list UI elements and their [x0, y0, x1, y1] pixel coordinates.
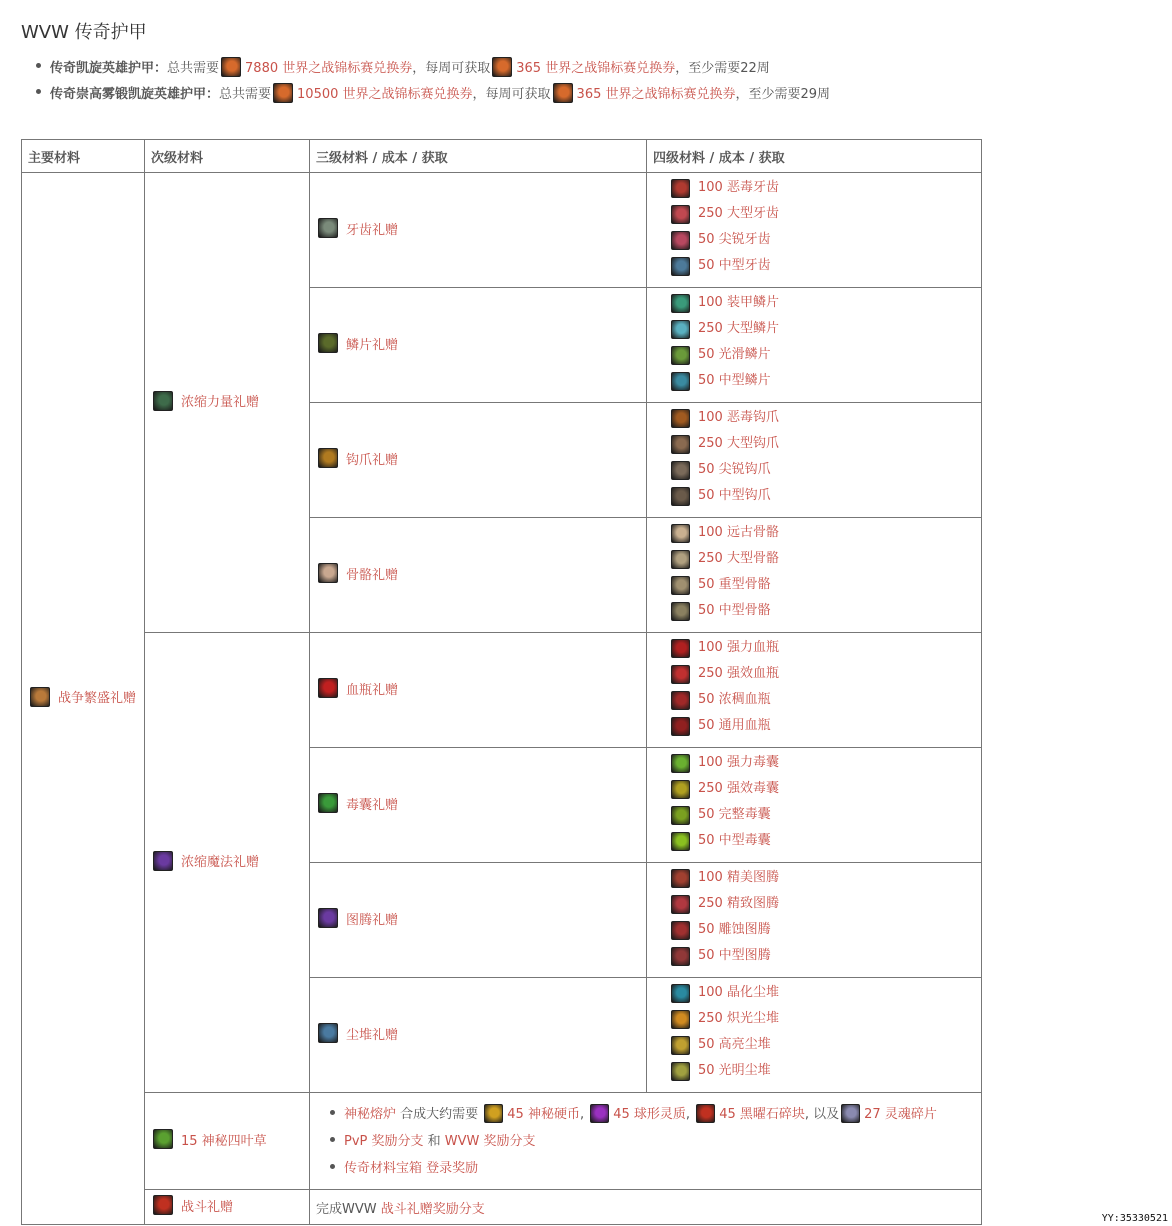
quaternary-material-link[interactable]: 50 中型鳞片	[698, 373, 771, 388]
material-icon	[671, 869, 690, 888]
header-quaternary: 四级材料 / 成本 / 获取	[647, 140, 982, 173]
tertiary-material-link[interactable]: 骨骼礼赠	[346, 567, 399, 583]
sep: ,	[804, 1106, 814, 1122]
source-item	[330, 1128, 975, 1155]
quaternary-cell	[647, 748, 982, 863]
list-item	[667, 316, 975, 342]
page-title: WVW 传奇护甲	[21, 22, 147, 43]
clover-icon	[153, 1129, 173, 1149]
tertiary-material	[316, 908, 398, 928]
obsidian-link[interactable]: 45 黑曜石碎块	[719, 1106, 805, 1122]
secondary-material	[151, 391, 259, 411]
quaternary-list	[653, 748, 975, 854]
material-icon	[671, 257, 690, 276]
scale-gift-icon	[318, 333, 338, 353]
battle-track-link[interactable]: 战斗礼赠奖励分支	[380, 1201, 485, 1217]
tertiary-cell	[310, 173, 647, 288]
summary-text: ，每周可获取	[412, 61, 491, 76]
source-item	[330, 1101, 975, 1128]
clover-link[interactable]: 15 神秘四叶草	[181, 1133, 267, 1149]
quaternary-material-link[interactable]: 100 强力毒囊	[698, 755, 779, 770]
material-icon	[671, 1062, 690, 1081]
quaternary-material-link[interactable]: 250 大型骨骼	[698, 551, 779, 566]
quaternary-material-link[interactable]: 50 中型骨骼	[698, 603, 771, 618]
ticket-icon	[492, 57, 512, 77]
tertiary-material	[316, 333, 398, 353]
venom-gift-icon	[318, 793, 338, 813]
tertiary-material-link[interactable]: 钩爪礼赠	[346, 452, 399, 468]
battle-gift-icon	[153, 1195, 173, 1215]
secondary-material	[151, 1195, 233, 1215]
quaternary-material-link[interactable]: 50 光滑鳞片	[698, 347, 771, 362]
summary-list	[36, 56, 830, 108]
tertiary-material-link[interactable]: 毒囊礼赠	[346, 797, 399, 813]
material-icon	[671, 320, 690, 339]
list-item	[667, 227, 975, 253]
ticket-icon	[553, 83, 573, 103]
ticket-icon	[273, 83, 293, 103]
source-cell	[310, 1190, 982, 1225]
tertiary-material	[316, 1023, 398, 1043]
quaternary-list	[653, 288, 975, 394]
summary-text: 总共需要	[219, 87, 272, 102]
material-icon	[671, 1010, 690, 1029]
list-item	[667, 802, 975, 828]
source-text: 和	[423, 1133, 445, 1149]
material-icon	[671, 947, 690, 966]
quaternary-material-link[interactable]: 100 恶毒牙齿	[698, 180, 779, 195]
material-icon	[671, 602, 690, 621]
table-header-row	[22, 140, 982, 173]
material-icon	[671, 717, 690, 736]
tertiary-material-link[interactable]: 尘堆礼赠	[346, 1027, 399, 1043]
list-item	[667, 457, 975, 483]
weekly-tickets-link[interactable]: 365 世界之战锦标赛兑换券	[576, 87, 736, 102]
primary-cell	[22, 173, 145, 1225]
sep: ,	[579, 1106, 589, 1122]
tertiary-material	[316, 448, 398, 468]
quaternary-material-link[interactable]: 250 大型鳞片	[698, 321, 779, 336]
quaternary-material-link[interactable]: 50 高亮尘堆	[698, 1037, 771, 1052]
list-item	[667, 980, 975, 1006]
primary-material-link[interactable]: 战争繁盛礼赠	[58, 691, 137, 706]
quaternary-list	[653, 173, 975, 279]
ectoplasm-icon	[590, 1104, 609, 1123]
list-item	[667, 1058, 975, 1084]
primary-material	[28, 687, 136, 707]
list-item	[667, 520, 975, 546]
header-primary: 主要材料	[22, 140, 145, 173]
material-icon	[671, 179, 690, 198]
material-icon	[671, 639, 690, 658]
quaternary-material-link[interactable]: 250 大型牙齿	[698, 206, 779, 221]
table-row	[22, 1093, 982, 1190]
gift-icon	[30, 687, 50, 707]
obsidian-icon	[696, 1104, 715, 1123]
tertiary-material	[316, 793, 398, 813]
material-icon	[671, 576, 690, 595]
secondary-material	[151, 1129, 267, 1149]
quaternary-material-link[interactable]: 50 中型图腾	[698, 948, 771, 963]
quaternary-material-link[interactable]: 250 大型钩爪	[698, 436, 779, 451]
total-tickets-link[interactable]: 10500 世界之战锦标赛兑换券	[297, 87, 473, 102]
quaternary-material-link[interactable]: 100 晶化尘堆	[698, 985, 779, 1000]
tertiary-cell	[310, 978, 647, 1093]
summary-item	[36, 56, 830, 82]
quaternary-material-link[interactable]: 50 中型毒囊	[698, 833, 771, 848]
quaternary-list	[653, 978, 975, 1084]
list-item	[667, 290, 975, 316]
material-icon	[671, 461, 690, 480]
shard-icon	[841, 1104, 860, 1123]
material-icon	[671, 754, 690, 773]
spirit-shard-link[interactable]: 27 灵魂碎片	[864, 1106, 937, 1122]
legendary-chest-link[interactable]: 传奇材料宝箱	[344, 1160, 423, 1176]
material-icon	[671, 550, 690, 569]
quaternary-material-link[interactable]: 50 尖锐牙齿	[698, 232, 771, 247]
quaternary-material-link[interactable]: 50 尖锐钩爪	[698, 462, 771, 477]
login-reward-link[interactable]: 登录奖励	[426, 1160, 479, 1176]
table-row	[22, 1190, 982, 1225]
list-item	[667, 635, 975, 661]
summary-text: 总共需要	[167, 61, 220, 76]
summary-item	[36, 82, 830, 108]
quaternary-material-link[interactable]: 50 重型骨骼	[698, 577, 771, 592]
list-item	[667, 253, 975, 279]
material-icon	[671, 294, 690, 313]
material-icon	[671, 346, 690, 365]
quaternary-cell	[647, 978, 982, 1093]
coin-icon	[484, 1104, 503, 1123]
secondary-material	[151, 851, 259, 871]
tertiary-material	[316, 218, 398, 238]
secondary-material-link[interactable]: 浓缩力量礼赠	[181, 395, 260, 410]
tertiary-material-link[interactable]: 图腾礼赠	[346, 912, 399, 928]
quaternary-material-link[interactable]: 50 通用血瓶	[698, 718, 771, 733]
summary-text: ，每周可获取	[472, 87, 551, 102]
list-item	[667, 1006, 975, 1032]
quaternary-cell	[647, 633, 982, 748]
table-row	[22, 173, 982, 288]
material-icon	[671, 409, 690, 428]
list-item	[667, 776, 975, 802]
tertiary-cell	[310, 403, 647, 518]
material-icon	[671, 691, 690, 710]
quaternary-material-link[interactable]: 50 雕蚀图腾	[698, 922, 771, 937]
watermark: YY:35330521	[1101, 1213, 1168, 1224]
list-item	[667, 175, 975, 201]
summary-text: ，至少需要29周	[735, 87, 831, 102]
list-item	[667, 598, 975, 624]
secondary-cell	[145, 633, 310, 1093]
material-icon	[671, 231, 690, 250]
material-icon	[671, 780, 690, 799]
materials-table	[21, 139, 982, 1225]
quaternary-material-link[interactable]: 250 强效血瓶	[698, 666, 779, 681]
tertiary-material	[316, 678, 398, 698]
list-item	[667, 713, 975, 739]
material-icon	[671, 832, 690, 851]
list-item	[667, 828, 975, 854]
tertiary-material-link[interactable]: 血瓶礼赠	[346, 682, 399, 698]
pvp-track-link[interactable]: PvP 奖励分支	[344, 1133, 424, 1149]
quaternary-list	[653, 863, 975, 969]
claw-gift-icon	[318, 448, 338, 468]
source-item	[330, 1155, 975, 1182]
quaternary-material-link[interactable]: 50 中型钩爪	[698, 488, 771, 503]
source-text: 完成WVW	[316, 1201, 381, 1217]
quaternary-list	[653, 518, 975, 624]
totem-gift-icon	[318, 908, 338, 928]
list-item	[667, 572, 975, 598]
list-item	[667, 917, 975, 943]
quaternary-material-link[interactable]: 250 精致图腾	[698, 896, 779, 911]
quaternary-cell	[647, 518, 982, 633]
source-text: 以及	[813, 1106, 840, 1122]
armor-name: 传奇凯旋英雄护甲：	[50, 61, 168, 76]
quaternary-cell	[647, 403, 982, 518]
list-item	[667, 546, 975, 572]
battle-gift-link[interactable]: 战斗礼赠	[181, 1199, 234, 1215]
secondary-cell	[145, 173, 310, 633]
quaternary-material-link[interactable]: 100 远古骨骼	[698, 525, 779, 540]
header-secondary: 次级材料	[145, 140, 310, 173]
list-item	[667, 405, 975, 431]
wvw-track-link[interactable]: WVW 奖励分支	[444, 1133, 536, 1149]
list-item	[667, 661, 975, 687]
list-item	[667, 201, 975, 227]
quaternary-list	[653, 633, 975, 739]
quaternary-material-link[interactable]: 100 装甲鳞片	[698, 295, 779, 310]
quaternary-material-link[interactable]: 250 强效毒囊	[698, 781, 779, 796]
quaternary-material-link[interactable]: 50 光明尘堆	[698, 1063, 771, 1078]
might-gift-icon	[153, 391, 173, 411]
quaternary-material-link[interactable]: 250 炽光尘堆	[698, 1011, 779, 1026]
list-item	[667, 483, 975, 509]
list-item	[667, 687, 975, 713]
source-list	[316, 1101, 975, 1182]
quaternary-material-link[interactable]: 50 浓稠血瓶	[698, 692, 771, 707]
ticket-icon	[221, 57, 241, 77]
tertiary-cell	[310, 288, 647, 403]
quaternary-material-link[interactable]: 100 强力血瓶	[698, 640, 779, 655]
tertiary-material-link[interactable]: 鳞片礼赠	[346, 337, 399, 353]
tertiary-cell	[310, 748, 647, 863]
summary-text: ，至少需要22周	[675, 61, 770, 76]
source-cell	[310, 1093, 982, 1190]
bone-gift-icon	[318, 563, 338, 583]
quaternary-list	[653, 403, 975, 509]
material-icon	[671, 984, 690, 1003]
total-tickets-link[interactable]: 7880 世界之战锦标赛兑换券	[245, 61, 413, 76]
source-text: 合成大约需要	[396, 1106, 483, 1122]
quaternary-material-link[interactable]: 100 精美图腾	[698, 870, 779, 885]
sep: ,	[685, 1106, 695, 1122]
secondary-material-link[interactable]: 浓缩魔法礼赠	[181, 855, 260, 870]
list-item	[667, 943, 975, 969]
quaternary-cell	[647, 288, 982, 403]
tertiary-cell	[310, 518, 647, 633]
tertiary-material	[316, 563, 398, 583]
weekly-tickets-link[interactable]: 365 世界之战锦标赛兑换券	[516, 61, 676, 76]
mystic-forge-link[interactable]: 神秘熔炉	[344, 1106, 397, 1122]
ectoplasm-link[interactable]: 45 球形灵质	[613, 1106, 686, 1122]
material-icon	[671, 665, 690, 684]
material-icon	[671, 372, 690, 391]
dust-gift-icon	[318, 1023, 338, 1043]
material-icon	[671, 921, 690, 940]
blood-gift-icon	[318, 678, 338, 698]
material-icon	[671, 806, 690, 825]
tertiary-cell	[310, 863, 647, 978]
quaternary-cell	[647, 173, 982, 288]
list-item	[667, 368, 975, 394]
tertiary-material-link[interactable]: 牙齿礼赠	[346, 222, 399, 238]
material-icon	[671, 435, 690, 454]
mystic-coin-link[interactable]: 45 神秘硬币	[507, 1106, 580, 1122]
quaternary-material-link[interactable]: 50 中型牙齿	[698, 258, 771, 273]
material-icon	[671, 487, 690, 506]
list-item	[667, 342, 975, 368]
quaternary-material-link[interactable]: 50 完整毒囊	[698, 807, 771, 822]
quaternary-material-link[interactable]: 100 恶毒钩爪	[698, 410, 779, 425]
magic-gift-icon	[153, 851, 173, 871]
material-icon	[671, 205, 690, 224]
list-item	[667, 431, 975, 457]
material-icon	[671, 895, 690, 914]
material-icon	[671, 524, 690, 543]
list-item	[667, 750, 975, 776]
material-icon	[671, 1036, 690, 1055]
secondary-cell	[145, 1190, 310, 1225]
table-row	[22, 633, 982, 748]
list-item	[667, 1032, 975, 1058]
fang-gift-icon	[318, 218, 338, 238]
tertiary-cell	[310, 633, 647, 748]
secondary-cell	[145, 1093, 310, 1190]
header-tertiary: 三级材料 / 成本 / 获取	[310, 140, 647, 173]
list-item	[667, 891, 975, 917]
armor-name: 传奇崇高雾锻凯旋英雄护甲：	[50, 87, 220, 102]
quaternary-cell	[647, 863, 982, 978]
list-item	[667, 865, 975, 891]
